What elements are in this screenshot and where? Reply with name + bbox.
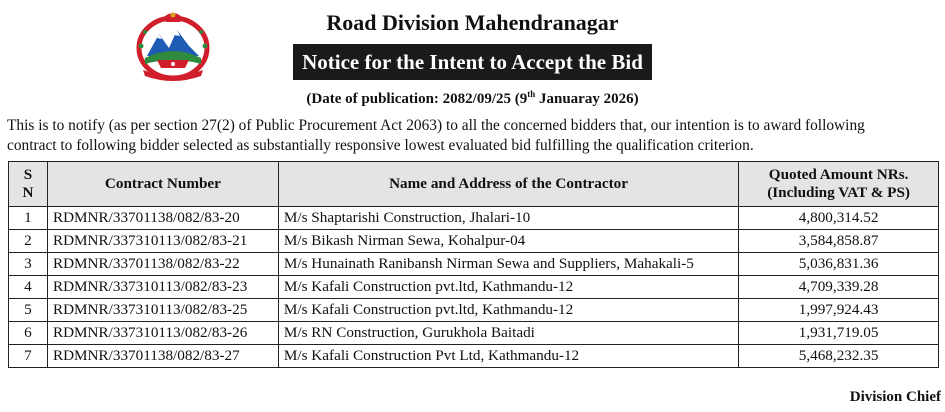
cell-contract: RDMNR/33701138/082/83-22 xyxy=(47,253,278,276)
cell-amount: 3,584,858.87 xyxy=(739,230,939,253)
header-contract-number: Contract Number xyxy=(47,162,278,207)
table-row xyxy=(9,322,939,345)
cell-contractor: M/s Hunainath Ranibansh Nirman Sewa and Suppliers, Mahakali-5 xyxy=(278,253,738,276)
office-title: Road Division Mahendranagar xyxy=(326,10,619,35)
cell-sn: 4 xyxy=(9,276,48,299)
cell-amount: 4,800,314.52 xyxy=(739,207,939,230)
publication-date: (Date of publication: 2082/09/25 (9th Januaray 2026) xyxy=(306,89,639,107)
cell-contractor: M/s Bikash Nirman Sewa, Kohalpur-04 xyxy=(278,230,738,253)
cell-contract: RDMNR/337310113/082/83-26 xyxy=(47,322,278,345)
cell-contract: RDMNR/33701138/082/83-27 xyxy=(47,345,278,368)
cell-amount: 1,931,719.05 xyxy=(739,322,939,345)
cell-contractor: M/s Shaptarishi Construction, Jhalari-10 xyxy=(278,207,738,230)
cell-contract: RDMNR/337310113/082/83-25 xyxy=(47,299,278,322)
cell-contract: RDMNR/33701138/082/83-20 xyxy=(47,207,278,230)
signatory: Division Chief xyxy=(849,389,941,405)
cell-contractor: M/s Kafali Construction Pvt Ltd, Kathmandu-12 xyxy=(278,345,738,368)
cell-sn: 2 xyxy=(9,230,48,253)
cell-contractor: M/s RN Construction, Gurukhola Baitadi xyxy=(278,322,738,345)
cell-contract: RDMNR/337310113/082/83-21 xyxy=(47,230,278,253)
cell-sn: 5 xyxy=(9,299,48,322)
cell-amount: 5,468,232.35 xyxy=(739,345,939,368)
cell-contractor: M/s Kafali Construction pvt.ltd, Kathmandu-12 xyxy=(278,276,738,299)
cell-amount: 4,709,339.28 xyxy=(739,276,939,299)
table-row xyxy=(9,345,939,368)
notice-title: Notice for the Intent to Accept the Bid xyxy=(293,44,652,80)
cell-sn: 1 xyxy=(9,207,48,230)
table-row xyxy=(9,230,939,253)
award-table xyxy=(8,161,939,368)
cell-sn: 3 xyxy=(9,253,48,276)
header-contractor: Name and Address of the Contractor xyxy=(278,162,738,207)
cell-contractor: M/s Kafali Construction pvt.ltd, Kathmandu-12 xyxy=(278,299,738,322)
cell-contract: RDMNR/337310113/082/83-23 xyxy=(47,276,278,299)
table-row xyxy=(9,207,939,230)
table-row xyxy=(9,299,939,322)
cell-amount: 1,997,924.43 xyxy=(739,299,939,322)
intro-line: This is to notify (as per section 27(2) of Public Procurement Act 2063) to all the concerned bidders that, our intention is to award following xyxy=(7,117,865,134)
cell-sn: 7 xyxy=(9,345,48,368)
cell-amount: 5,036,831.36 xyxy=(739,253,939,276)
table-header-row xyxy=(9,162,939,207)
header-amount: Quoted Amount NRs. (Including VAT & PS) xyxy=(739,162,939,207)
cell-sn: 6 xyxy=(9,322,48,345)
table-row xyxy=(9,276,939,299)
header-sn: S N xyxy=(9,162,48,207)
intro-paragraph xyxy=(7,116,945,156)
table-row xyxy=(9,253,939,276)
intro-line: contract to following bidder selected as substantially responsive lowest evaluated bid fulfilling the qualification criterion. xyxy=(7,137,754,154)
